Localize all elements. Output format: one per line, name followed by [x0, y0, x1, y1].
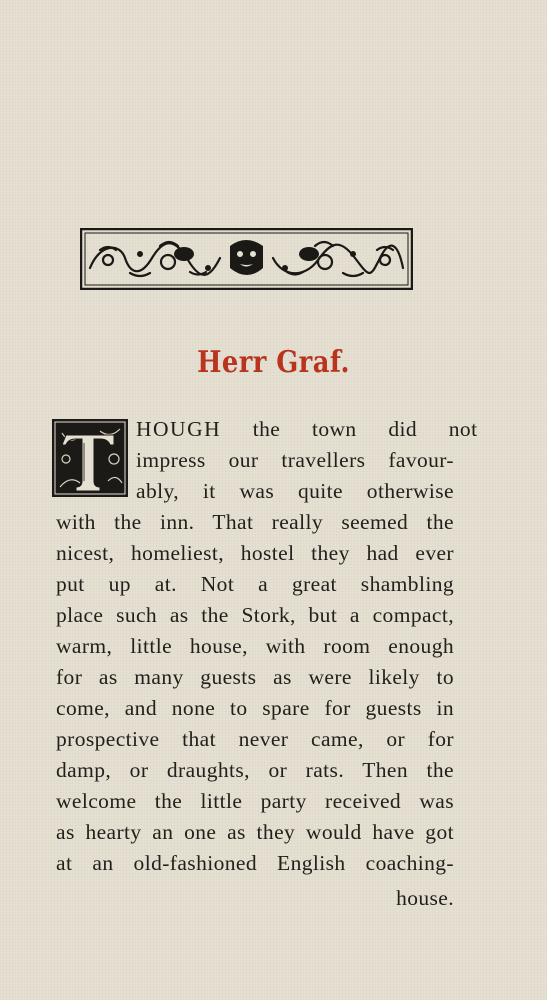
text-line-3: ably, it was quite otherwise — [136, 479, 454, 503]
text-line-10: come, and none to spare for guests in — [56, 696, 454, 720]
text-line-9: for as many guests as were likely to — [56, 665, 454, 689]
text-line-7: place such as the Stork, but a compact, — [56, 603, 454, 627]
text-line-8: warm, little house, with room enough — [56, 634, 454, 658]
illuminated-initial-t-icon — [52, 419, 128, 497]
text-line-13: welcome the little party received was — [56, 789, 454, 813]
text-line-15: at an old-fashioned English coaching- — [56, 851, 454, 875]
text-line-11: prospective that never came, or for — [56, 727, 454, 751]
text-line-1 — [136, 417, 478, 442]
dropcap-letter: T — [52, 419, 53, 420]
text-line-14: as hearty an one as they would have got — [56, 820, 454, 844]
floral-headpiece-ornament-icon — [80, 228, 413, 290]
text-line-2: impress our travellers favour- — [136, 448, 454, 472]
text-line-5: nicest, homeliest, hostel they had ever — [56, 541, 454, 565]
text-line-16: house. — [396, 886, 454, 910]
line-1-rest: the town did not — [252, 417, 478, 441]
line-1-caps: HOUGH — [136, 417, 222, 441]
chapter-title: Herr Graf. — [197, 345, 350, 380]
text-line-6: put up at. Not a great shambling — [56, 572, 454, 596]
text-line-4: with the inn. That really seemed the — [56, 510, 454, 534]
text-line-12: damp, or draughts, or rats. Then the — [56, 758, 454, 782]
